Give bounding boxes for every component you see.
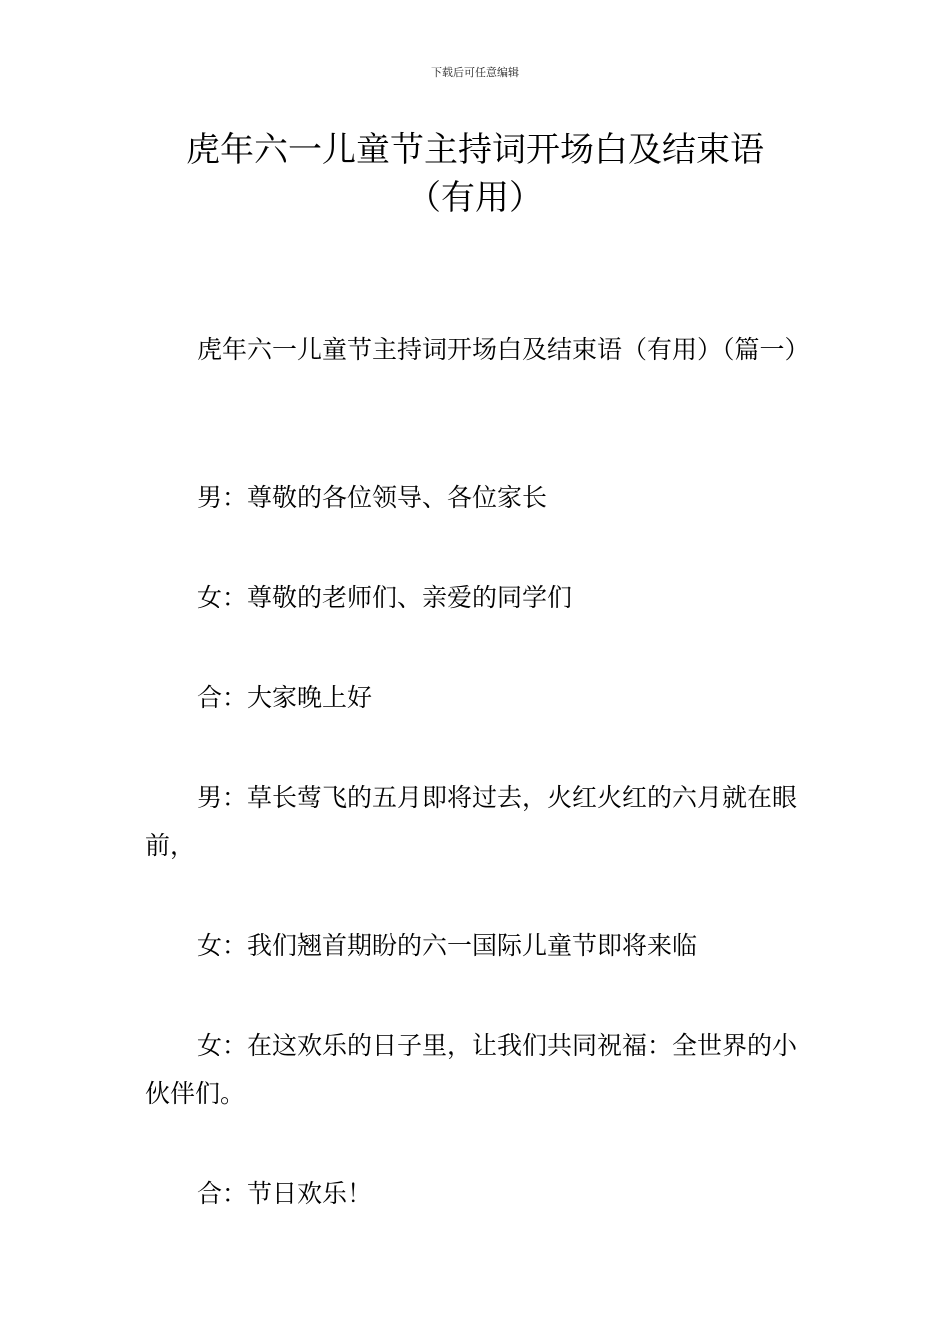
paragraph-section-heading: 虎年六一儿童节主持词开场白及结束语（有用）（篇一） xyxy=(197,335,810,364)
paragraph-male-greeting: 男：尊敬的各位领导、各位家长 xyxy=(197,483,548,512)
paragraph-female-blessing: 女：在这欢乐的日子里，让我们共同祝福：全世界的小伙伴们。 xyxy=(145,1031,798,1108)
paragraph-together-happy-holiday: 合：节日欢乐！ xyxy=(197,1179,373,1208)
header-note: 下载后可任意编辑 xyxy=(431,66,519,79)
document-title-line-1: 虎年六一儿童节主持词开场白及结束语 xyxy=(186,130,764,170)
document-title-line-2: （有用） xyxy=(407,178,543,218)
paragraph-male-may-june: 男：草长莺飞的五月即将过去，火红火红的六月就在眼前， xyxy=(145,783,798,860)
paragraph-together-greeting: 合：大家晚上好 xyxy=(197,683,373,712)
paragraph-female-greeting: 女：尊敬的老师们、亲爱的同学们 xyxy=(197,583,573,612)
paragraph-female-childrens-day: 女：我们翘首期盼的六一国际儿童节即将来临 xyxy=(197,931,698,960)
